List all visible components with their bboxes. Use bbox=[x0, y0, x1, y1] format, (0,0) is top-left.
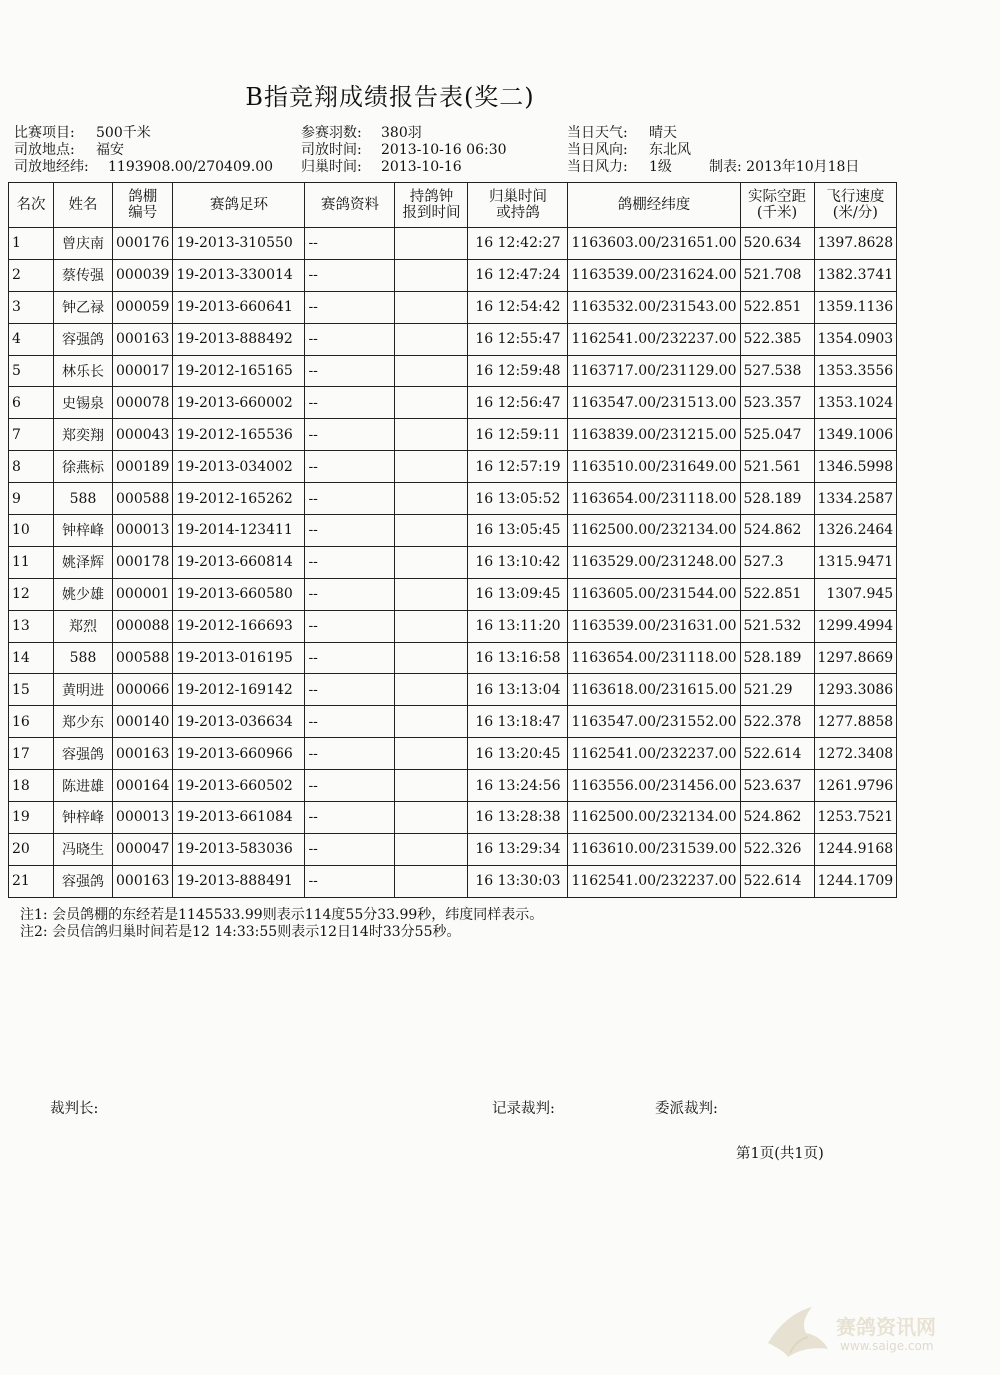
column-header: 持鸽钟 报到时间 bbox=[395, 183, 468, 228]
table-cell: 1163539.00/231624.00 bbox=[568, 259, 740, 291]
table-cell: 4 bbox=[9, 323, 54, 355]
table-cell: 郑奕翔 bbox=[54, 419, 113, 451]
table-cell: 521.532 bbox=[740, 610, 814, 642]
column-header: 名次 bbox=[9, 183, 54, 228]
table-cell: -- bbox=[305, 642, 395, 674]
table-cell: 525.047 bbox=[740, 419, 814, 451]
table-cell: 19-2013-310550 bbox=[173, 228, 305, 260]
table-cell: 19-2013-888491 bbox=[173, 865, 305, 897]
table-row bbox=[9, 291, 897, 323]
table-row bbox=[9, 259, 897, 291]
table-cell: 蔡传强 bbox=[54, 259, 113, 291]
table-cell: 黄明进 bbox=[54, 674, 113, 706]
table-cell: 000164 bbox=[113, 770, 173, 802]
table-cell: 19 bbox=[9, 802, 54, 834]
meta-col-2 bbox=[301, 125, 507, 176]
column-header: 鸽棚 编号 bbox=[113, 183, 173, 228]
table-cell: 姚少雄 bbox=[54, 578, 113, 610]
table-cell: 19-2013-036634 bbox=[173, 706, 305, 738]
table-cell: 1397.8628 bbox=[814, 228, 897, 260]
table-cell: 2 bbox=[9, 259, 54, 291]
table-row bbox=[9, 865, 897, 897]
recorder-referee-label: 记录裁判: bbox=[492, 1101, 555, 1117]
table-cell: 19-2013-583036 bbox=[173, 833, 305, 865]
table-cell: 527.538 bbox=[740, 355, 814, 387]
table-row bbox=[9, 770, 897, 802]
table-cell: 19-2012-169142 bbox=[173, 674, 305, 706]
table-cell: 000047 bbox=[113, 833, 173, 865]
table-cell: 1346.5998 bbox=[814, 451, 897, 483]
table-cell: 19-2013-660502 bbox=[173, 770, 305, 802]
table-cell: 000163 bbox=[113, 323, 173, 355]
table-cell bbox=[395, 706, 468, 738]
table-cell: 3 bbox=[9, 291, 54, 323]
table-cell: 16 12:57:19 bbox=[468, 451, 568, 483]
table-cell: 郑烈 bbox=[54, 610, 113, 642]
table-cell: 20 bbox=[9, 833, 54, 865]
note-2: 注2: 会员信鸽归巢时间若是12 14:33:55则表示12日14时33分55秒。 bbox=[20, 924, 461, 940]
table-cell: 16 12:59:48 bbox=[468, 355, 568, 387]
table-cell: 钟梓峰 bbox=[54, 515, 113, 547]
table-cell: 21 bbox=[9, 865, 54, 897]
table-cell: 钟乙禄 bbox=[54, 291, 113, 323]
table-row bbox=[9, 515, 897, 547]
meta-key: 当日天气: bbox=[567, 125, 628, 141]
watermark bbox=[760, 1303, 960, 1365]
table-cell: 522.851 bbox=[740, 291, 814, 323]
table-cell: 16 13:16:58 bbox=[468, 642, 568, 674]
table-cell: 1382.3741 bbox=[814, 259, 897, 291]
table-cell: 1 bbox=[9, 228, 54, 260]
table-cell: 16 13:09:45 bbox=[468, 578, 568, 610]
table-cell: -- bbox=[305, 323, 395, 355]
table-cell: -- bbox=[305, 610, 395, 642]
table-cell: 18 bbox=[9, 770, 54, 802]
table-cell: 7 bbox=[9, 419, 54, 451]
table-cell: 1163610.00/231539.00 bbox=[568, 833, 740, 865]
table-cell bbox=[395, 259, 468, 291]
table-cell: 522.326 bbox=[740, 833, 814, 865]
table-cell: 000140 bbox=[113, 706, 173, 738]
table-cell: 588 bbox=[54, 642, 113, 674]
table-cell: 528.189 bbox=[740, 642, 814, 674]
table-cell: 1162541.00/232237.00 bbox=[568, 865, 740, 897]
table-cell: 522.378 bbox=[740, 706, 814, 738]
table-cell: 000588 bbox=[113, 642, 173, 674]
table-cell: 000163 bbox=[113, 865, 173, 897]
table-cell: 000588 bbox=[113, 483, 173, 515]
column-header: 实际空距 (千米) bbox=[740, 183, 814, 228]
table-cell: 1162541.00/232237.00 bbox=[568, 738, 740, 770]
table-cell: 19-2013-016195 bbox=[173, 642, 305, 674]
table-cell: 1293.3086 bbox=[814, 674, 897, 706]
column-header: 赛鸽资料 bbox=[305, 183, 395, 228]
table-cell: 16 13:29:34 bbox=[468, 833, 568, 865]
table-cell: 000059 bbox=[113, 291, 173, 323]
table-cell bbox=[395, 483, 468, 515]
table-cell: 16 13:20:45 bbox=[468, 738, 568, 770]
table-cell: 1353.1024 bbox=[814, 387, 897, 419]
table-cell: 16 13:13:04 bbox=[468, 674, 568, 706]
table-cell bbox=[395, 355, 468, 387]
table-cell: 冯晓生 bbox=[54, 833, 113, 865]
table-cell: 16 13:24:56 bbox=[468, 770, 568, 802]
meta-value: 380羽 bbox=[381, 125, 422, 141]
table-cell: 16 12:55:47 bbox=[468, 323, 568, 355]
table-cell bbox=[395, 674, 468, 706]
table-row bbox=[9, 419, 897, 451]
table-cell: 1244.9168 bbox=[814, 833, 897, 865]
table-row bbox=[9, 674, 897, 706]
table-cell: 钟梓峰 bbox=[54, 802, 113, 834]
table-cell: 1307.945 bbox=[814, 578, 897, 610]
table-row bbox=[9, 706, 897, 738]
table-cell: 曾庆南 bbox=[54, 228, 113, 260]
table-row bbox=[9, 355, 897, 387]
table-cell bbox=[395, 738, 468, 770]
table-cell bbox=[395, 387, 468, 419]
table-cell: 1163618.00/231615.00 bbox=[568, 674, 740, 706]
table-cell: 528.189 bbox=[740, 483, 814, 515]
table-cell: -- bbox=[305, 451, 395, 483]
table-cell: 521.29 bbox=[740, 674, 814, 706]
table-cell: 16 13:10:42 bbox=[468, 546, 568, 578]
table-cell: 16 12:42:27 bbox=[468, 228, 568, 260]
table-cell: 524.862 bbox=[740, 802, 814, 834]
table-cell: -- bbox=[305, 483, 395, 515]
table-cell: -- bbox=[305, 770, 395, 802]
table-cell: 1297.8669 bbox=[814, 642, 897, 674]
meta-value: 福安 bbox=[96, 142, 124, 158]
table-cell: 19-2012-165165 bbox=[173, 355, 305, 387]
table-cell: 14 bbox=[9, 642, 54, 674]
table-cell: 000178 bbox=[113, 546, 173, 578]
table-cell: 19-2013-661084 bbox=[173, 802, 305, 834]
table-cell: 容强鸽 bbox=[54, 323, 113, 355]
table-cell: 16 12:47:24 bbox=[468, 259, 568, 291]
table-cell: 13 bbox=[9, 610, 54, 642]
table-cell: 1163539.00/231631.00 bbox=[568, 610, 740, 642]
table-cell: 19-2012-165536 bbox=[173, 419, 305, 451]
table-cell: 1334.2587 bbox=[814, 483, 897, 515]
table-cell: 588 bbox=[54, 483, 113, 515]
table-cell: 1163654.00/231118.00 bbox=[568, 483, 740, 515]
table-cell: 16 13:28:38 bbox=[468, 802, 568, 834]
table-cell: 17 bbox=[9, 738, 54, 770]
table-cell: 522.614 bbox=[740, 738, 814, 770]
meta-key: 当日风力: bbox=[567, 159, 628, 175]
table-cell: 8 bbox=[9, 451, 54, 483]
table-cell bbox=[395, 515, 468, 547]
column-header: 飞行速度 (米/分) bbox=[814, 183, 897, 228]
table-cell: -- bbox=[305, 546, 395, 578]
table-cell bbox=[395, 546, 468, 578]
table-row bbox=[9, 610, 897, 642]
table-cell bbox=[395, 578, 468, 610]
meta-key: 参赛羽数: bbox=[301, 125, 362, 141]
watermark-name: 赛鸽资讯网 bbox=[836, 1315, 936, 1339]
table-cell: 陈进雄 bbox=[54, 770, 113, 802]
column-header: 赛鸽足环 bbox=[173, 183, 305, 228]
table-cell: 16 13:05:52 bbox=[468, 483, 568, 515]
table-cell: 1163529.00/231248.00 bbox=[568, 546, 740, 578]
chief-referee-label: 裁判长: bbox=[50, 1101, 99, 1117]
column-header: 鸽棚经纬度 bbox=[568, 183, 740, 228]
table-cell: 1354.0903 bbox=[814, 323, 897, 355]
table-cell: 郑少东 bbox=[54, 706, 113, 738]
table-cell: 19-2013-888492 bbox=[173, 323, 305, 355]
table-cell: 000039 bbox=[113, 259, 173, 291]
delegate-referee-label: 委派裁判: bbox=[655, 1101, 718, 1117]
table-cell: 容强鸽 bbox=[54, 738, 113, 770]
table-cell: 林乐长 bbox=[54, 355, 113, 387]
table-cell: 000017 bbox=[113, 355, 173, 387]
made-date: 制表: 2013年10月18日 bbox=[709, 159, 860, 175]
table-cell: 19-2013-034002 bbox=[173, 451, 305, 483]
meta-value: 2013-10-16 06:30 bbox=[381, 142, 507, 158]
table-cell: 19-2013-660814 bbox=[173, 546, 305, 578]
table-cell: 000066 bbox=[113, 674, 173, 706]
meta-key: 司放地经纬: bbox=[14, 159, 89, 175]
table-cell: 000088 bbox=[113, 610, 173, 642]
table-row bbox=[9, 642, 897, 674]
table-cell: 1163605.00/231544.00 bbox=[568, 578, 740, 610]
table-cell: 12 bbox=[9, 578, 54, 610]
table-cell: 000176 bbox=[113, 228, 173, 260]
table-cell: -- bbox=[305, 578, 395, 610]
table-cell: -- bbox=[305, 228, 395, 260]
table-cell: 19-2014-123411 bbox=[173, 515, 305, 547]
table-row bbox=[9, 546, 897, 578]
meta-value: 晴天 bbox=[649, 125, 677, 141]
column-header: 姓名 bbox=[54, 183, 113, 228]
page-number: 第1页(共1页) bbox=[736, 1146, 824, 1162]
table-cell: 000189 bbox=[113, 451, 173, 483]
table-cell: 1272.3408 bbox=[814, 738, 897, 770]
table-cell: 1163532.00/231543.00 bbox=[568, 291, 740, 323]
header-row bbox=[9, 183, 897, 228]
watermark-url: www.saige.com bbox=[840, 1339, 934, 1353]
meta-value: 1级 bbox=[649, 159, 672, 175]
table-cell bbox=[395, 323, 468, 355]
table-cell: 容强鸽 bbox=[54, 865, 113, 897]
table-cell: -- bbox=[305, 259, 395, 291]
table-row bbox=[9, 738, 897, 770]
meta-key: 司放时间: bbox=[301, 142, 362, 158]
table-cell: 10 bbox=[9, 515, 54, 547]
table-cell: 16 12:56:47 bbox=[468, 387, 568, 419]
table-cell: 1163603.00/231651.00 bbox=[568, 228, 740, 260]
table-cell: 522.614 bbox=[740, 865, 814, 897]
table-cell: 19-2013-660966 bbox=[173, 738, 305, 770]
table-cell: 16 12:54:42 bbox=[468, 291, 568, 323]
table-cell: 16 13:11:20 bbox=[468, 610, 568, 642]
table-cell: 1163547.00/231552.00 bbox=[568, 706, 740, 738]
table-cell: 16 13:18:47 bbox=[468, 706, 568, 738]
table-cell: 000078 bbox=[113, 387, 173, 419]
table-cell: 000043 bbox=[113, 419, 173, 451]
table-cell: 姚泽辉 bbox=[54, 546, 113, 578]
table-cell: 5 bbox=[9, 355, 54, 387]
table-cell bbox=[395, 833, 468, 865]
table-cell: -- bbox=[305, 387, 395, 419]
table-cell: 520.634 bbox=[740, 228, 814, 260]
table-cell: 521.708 bbox=[740, 259, 814, 291]
table-cell: 1163510.00/231649.00 bbox=[568, 451, 740, 483]
table-cell: -- bbox=[305, 706, 395, 738]
table-cell: 1163547.00/231513.00 bbox=[568, 387, 740, 419]
table-cell: 19-2013-660580 bbox=[173, 578, 305, 610]
table-cell: 1353.3556 bbox=[814, 355, 897, 387]
table-cell: 19-2013-660641 bbox=[173, 291, 305, 323]
table-cell: 521.561 bbox=[740, 451, 814, 483]
table-cell: 19-2013-330014 bbox=[173, 259, 305, 291]
table-cell: 1315.9471 bbox=[814, 546, 897, 578]
table-cell bbox=[395, 865, 468, 897]
table-cell: 19-2012-165262 bbox=[173, 483, 305, 515]
table-cell bbox=[395, 451, 468, 483]
table-cell: 1299.4994 bbox=[814, 610, 897, 642]
report-title: B指竞翔成绩报告表(奖二) bbox=[245, 83, 535, 111]
table-cell: 1162541.00/232237.00 bbox=[568, 323, 740, 355]
table-row bbox=[9, 578, 897, 610]
table-cell: 523.637 bbox=[740, 770, 814, 802]
table-cell: 1162500.00/232134.00 bbox=[568, 515, 740, 547]
table-cell: 1163556.00/231456.00 bbox=[568, 770, 740, 802]
note-1: 注1: 会员鸽棚的东经若是1145533.99则表示114度55分33.99秒，纬度同样表示。 bbox=[20, 907, 544, 923]
table-cell: 522.385 bbox=[740, 323, 814, 355]
table-cell: 1244.1709 bbox=[814, 865, 897, 897]
table-cell: -- bbox=[305, 515, 395, 547]
results-table bbox=[8, 182, 897, 898]
table-cell bbox=[395, 802, 468, 834]
table-cell: 1349.1006 bbox=[814, 419, 897, 451]
table-cell: 16 bbox=[9, 706, 54, 738]
meta-value: 500千米 bbox=[96, 125, 151, 141]
notes bbox=[20, 907, 543, 941]
table-cell: 1261.9796 bbox=[814, 770, 897, 802]
table-row bbox=[9, 833, 897, 865]
meta-key: 比赛项目: bbox=[14, 125, 75, 141]
table-cell bbox=[395, 291, 468, 323]
table-cell: 徐燕标 bbox=[54, 451, 113, 483]
table-cell: 000163 bbox=[113, 738, 173, 770]
table-cell: 1326.2464 bbox=[814, 515, 897, 547]
table-cell: 000013 bbox=[113, 802, 173, 834]
meta-value: 1193908.00/270409.00 bbox=[108, 159, 274, 175]
table-cell: -- bbox=[305, 419, 395, 451]
table-cell: 1277.8858 bbox=[814, 706, 897, 738]
table-cell: 16 13:30:03 bbox=[468, 865, 568, 897]
table-cell: -- bbox=[305, 833, 395, 865]
table-cell: 9 bbox=[9, 483, 54, 515]
table-cell: 1253.7521 bbox=[814, 802, 897, 834]
table-cell: 1163717.00/231129.00 bbox=[568, 355, 740, 387]
table-row bbox=[9, 451, 897, 483]
table-cell: 16 13:05:45 bbox=[468, 515, 568, 547]
table-cell bbox=[395, 610, 468, 642]
meta-col-3 bbox=[567, 125, 859, 176]
table-cell: 000001 bbox=[113, 578, 173, 610]
table-cell: 527.3 bbox=[740, 546, 814, 578]
table-cell: 1163654.00/231118.00 bbox=[568, 642, 740, 674]
table-row bbox=[9, 323, 897, 355]
table-body bbox=[9, 228, 897, 898]
table-cell: -- bbox=[305, 291, 395, 323]
table-cell: 522.851 bbox=[740, 578, 814, 610]
table-cell: -- bbox=[305, 674, 395, 706]
table-cell: 000013 bbox=[113, 515, 173, 547]
table-cell: 1359.1136 bbox=[814, 291, 897, 323]
column-header: 归巢时间 或持鸽 bbox=[468, 183, 568, 228]
table-cell: 19-2012-166693 bbox=[173, 610, 305, 642]
table-cell: 523.357 bbox=[740, 387, 814, 419]
meta-key: 归巢时间: bbox=[301, 159, 362, 175]
meta-col-1 bbox=[14, 125, 273, 176]
table-cell: 524.862 bbox=[740, 515, 814, 547]
table-cell: -- bbox=[305, 738, 395, 770]
table-cell bbox=[395, 228, 468, 260]
table-cell: 16 12:59:11 bbox=[468, 419, 568, 451]
meta-key: 司放地点: bbox=[14, 142, 75, 158]
table-cell: 11 bbox=[9, 546, 54, 578]
table-cell: -- bbox=[305, 802, 395, 834]
table-cell bbox=[395, 419, 468, 451]
table-row bbox=[9, 483, 897, 515]
meta-key: 当日风向: bbox=[567, 142, 628, 158]
meta-value: 2013-10-16 bbox=[381, 159, 462, 175]
table-cell: 19-2013-660002 bbox=[173, 387, 305, 419]
table-cell: -- bbox=[305, 865, 395, 897]
table-row bbox=[9, 228, 897, 260]
table-cell: 1162500.00/232134.00 bbox=[568, 802, 740, 834]
pigeon-logo-icon bbox=[760, 1303, 832, 1365]
meta-value: 东北风 bbox=[649, 142, 691, 158]
table-cell bbox=[395, 642, 468, 674]
table-row bbox=[9, 387, 897, 419]
table-row bbox=[9, 802, 897, 834]
table-cell: 1163839.00/231215.00 bbox=[568, 419, 740, 451]
table-cell: 15 bbox=[9, 674, 54, 706]
table-cell: -- bbox=[305, 355, 395, 387]
table-cell: 6 bbox=[9, 387, 54, 419]
table-cell: 史锡泉 bbox=[54, 387, 113, 419]
table-cell bbox=[395, 770, 468, 802]
